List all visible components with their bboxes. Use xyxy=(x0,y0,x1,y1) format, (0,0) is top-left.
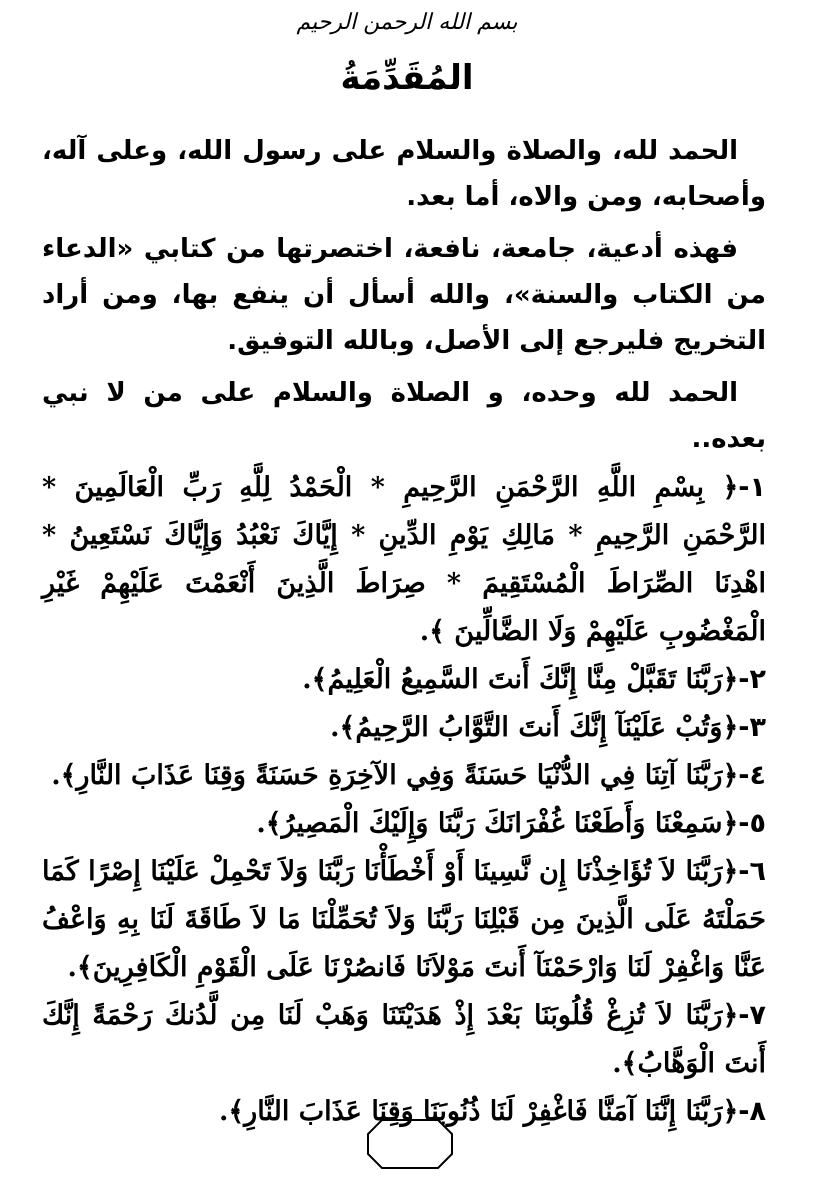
basmala-heading: بسم الله الرحمن الرحيم xyxy=(296,10,518,35)
dua-number: ٥- xyxy=(738,808,766,839)
page-number-frame xyxy=(366,1118,454,1170)
dua-text: ﴿رَبَّنَا لاَ تُزِغْ قُلُوبَنَا بَعْدَ إِذْ هَدَيْتَنَا وَهَبْ لَنَا مِن لَّدُنكَ رَحْمَةً إِنَّكَ أَنتَ الْوَهَّابُ﴾. xyxy=(42,1000,766,1079)
page-content xyxy=(42,128,766,1136)
dua-number: ٤- xyxy=(738,760,766,791)
dua-number: ٧- xyxy=(738,1000,766,1031)
intro-paragraph: الحمد لله وحده، و الصلاة والسلام على من لا نبي بعده.. xyxy=(42,378,766,454)
dua-number: ٢- xyxy=(738,664,766,695)
intro-paragraph: فهذه أدعية، جامعة، نافعة، اختصرتها من كتابي «الدعاء من الكتاب والسنة»، والله أسأل أن ينفع بها، ومن أراد التخريج فليرجع إلى الأصل، وبالله التوفيق. xyxy=(42,234,766,356)
dua-item xyxy=(42,656,766,704)
dua-text: ﴿رَبَّنَا تَقَبَّلْ مِنَّا إِنَّكَ أَنتَ السَّمِيعُ الْعَلِيمُ﴾. xyxy=(302,664,739,695)
dua-number: ٣- xyxy=(738,712,766,743)
dua-text: ﴿رَبَّنَا لاَ تُؤَاخِذْنَا إِن نَّسِينَا أَوْ أَخْطَأْنَا رَبَّنَا وَلاَ تَحْمِلْ عَلَيْنَا إِصْرًا كَمَا حَمَلْتَهُ عَلَى الَّذِينَ مِن قَبْلِنَا رَبَّنَا وَلاَ تُحَمِّلْنَا مَا لاَ طَاقَةَ لَنَا بِهِ وَاعْفُ عَنَّا وَاغْفِرْ لَنَا وَارْحَمْنَآ أَنتَ مَوْلاَنَا فَانصُرْنَا عَلَى الْقَوْمِ الْكَافِرِينَ﴾. xyxy=(42,856,766,983)
octagon-frame-icon xyxy=(366,1118,454,1170)
dua-item xyxy=(42,752,766,800)
dua-number: ١- xyxy=(738,472,766,503)
dua-number: ٦- xyxy=(738,856,766,887)
dua-item xyxy=(42,848,766,992)
dua-text: ﴿رَبَّنَا إِنَّنَا آمَنَّا فَاغْفِرْ لَنَا ذُنُوبَنَا وَقِنَا عَذَابَ النَّارِ﴾. xyxy=(218,1096,739,1127)
intro-paragraph: الحمد لله، والصلاة والسلام على رسول الله، وعلى آله، وأصحابه، ومن والاه، أما بعد. xyxy=(42,136,766,212)
dua-item xyxy=(42,992,766,1088)
dua-text: ﴿سَمِعْنَا وَأَطَعْنَا غُفْرَانَكَ رَبَّنَا وَإِلَيْكَ الْمَصِيرُ﴾. xyxy=(256,808,739,839)
dua-item xyxy=(42,800,766,848)
dua-text: ﴿ بِسْمِ اللَّهِ الرَّحْمَنِ الرَّحِيمِ * الْحَمْدُ لِلَّهِ رَبِّ الْعَالَمِينَ * الرَّحْمَنِ الرَّحِيمِ * مَالِكِ يَوْمِ الدِّينِ * إِيَّاكَ نَعْبُدُ وَإِيَّاكَ نَسْتَعِينُ * اهْدِنَا الصِّرَاطَ الْمُسْتَقِيمَ * صِرَاطَ الَّذِينَ أَنْعَمْتَ عَلَيْهِمْ غَيْرِ الْمَغْضُوبِ عَلَيْهِمْ وَلَا الضَّالِّينَ ﴾. xyxy=(42,472,766,647)
dua-list xyxy=(42,464,766,1136)
dua-text: ﴿وَتُبْ عَلَيْنَآ إِنَّكَ أَنتَ التَّوَّابُ الرَّحِيمُ﴾. xyxy=(330,712,739,743)
dua-item xyxy=(42,704,766,752)
page-title: المُقَدِّمَةُ xyxy=(340,58,474,98)
dua-text: ﴿رَبَّنَا آتِنَا فِي الدُّنْيَا حَسَنَةً وَفِي الآخِرَةِ حَسَنَةً وَقِنَا عَذَابَ النَّارِ﴾. xyxy=(51,760,739,791)
dua-number: ٨- xyxy=(738,1096,766,1127)
dua-item xyxy=(42,464,766,656)
